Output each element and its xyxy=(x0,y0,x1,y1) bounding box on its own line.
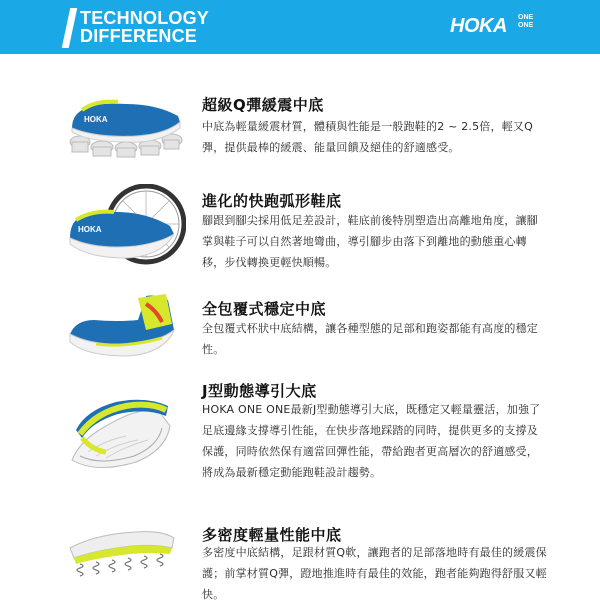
feature-2-title: 進化的快跑弧形鞋底 xyxy=(202,192,342,210)
svg-text:HOKA: HOKA xyxy=(84,115,108,124)
feature-3-title: 全包覆式穩定中底 xyxy=(202,300,327,318)
header-banner xyxy=(0,0,600,54)
header-title-line1: TECHNOLOGY xyxy=(80,8,210,28)
brand-sub-line1: ONE xyxy=(518,14,534,21)
j-frame-outsole-illustration xyxy=(66,390,176,476)
brand-main: HOKA xyxy=(450,15,507,37)
feature-5-title: 多密度輕量性能中底 xyxy=(202,526,342,544)
header-title-line2: DIFFERENCE xyxy=(80,26,198,46)
feature-1-title: 超級Q彈緩震中底 xyxy=(202,96,324,114)
svg-text:HOKA: HOKA xyxy=(78,225,102,234)
brand-sub-line2: ONE xyxy=(518,22,534,29)
feature-5-text: 多密度中底結構，足跟材質Q軟，讓跑者的足部落地時有最佳的緩震保護；前掌材質Q彈，蹬地推進時有最佳的效能，跑者能夠跑得舒服又輕快。 xyxy=(202,546,547,600)
header-title xyxy=(80,9,209,45)
feature-4-title: J型動態導引大底 xyxy=(202,382,317,400)
brand-sub xyxy=(518,14,533,30)
feature-3-text: 全包覆式杯狀中底結構，讓各種型態的足部和跑姿都能有高度的穩定性。 xyxy=(202,322,538,356)
header-slash-mark xyxy=(62,8,78,48)
feature-1-text: 中底為輕量緩震材質，體積與性能是一般跑鞋的2 ~ 2.5倍，輕又Q彈，提供最棒的緩震、能量回饋及絕佳的舒適感受。 xyxy=(202,120,533,154)
hoka-logo xyxy=(450,12,534,40)
shoe-cutaway-bucket-seat-illustration xyxy=(66,290,186,362)
feature-4-text: HOKA ONE ONE最新J型動態導引大底，既穩定又輕量靈活，加強了足底邊緣支撐導引性能，在快步落地踩踏的同時，提供更多的支撐及保護，同時依然保有適當回彈性能，帶給跑者更高層次的舒適感受，將成為最新穩定動能跑鞋設計趨勢。 xyxy=(202,403,541,479)
feature-2-text: 腳跟到腳尖採用低足差設計，鞋底前後特別塑造出高離地角度，讓腳掌與鞋子可以自然著地彎曲，導引腳步由落下到離地的動態重心轉移，步伐轉換更輕快順暢。 xyxy=(202,214,538,269)
shoe-cushion-springs-illustration xyxy=(66,92,186,162)
shoe-rocker-wheel-illustration xyxy=(66,184,186,274)
multi-density-midsole-illustration xyxy=(66,522,178,578)
